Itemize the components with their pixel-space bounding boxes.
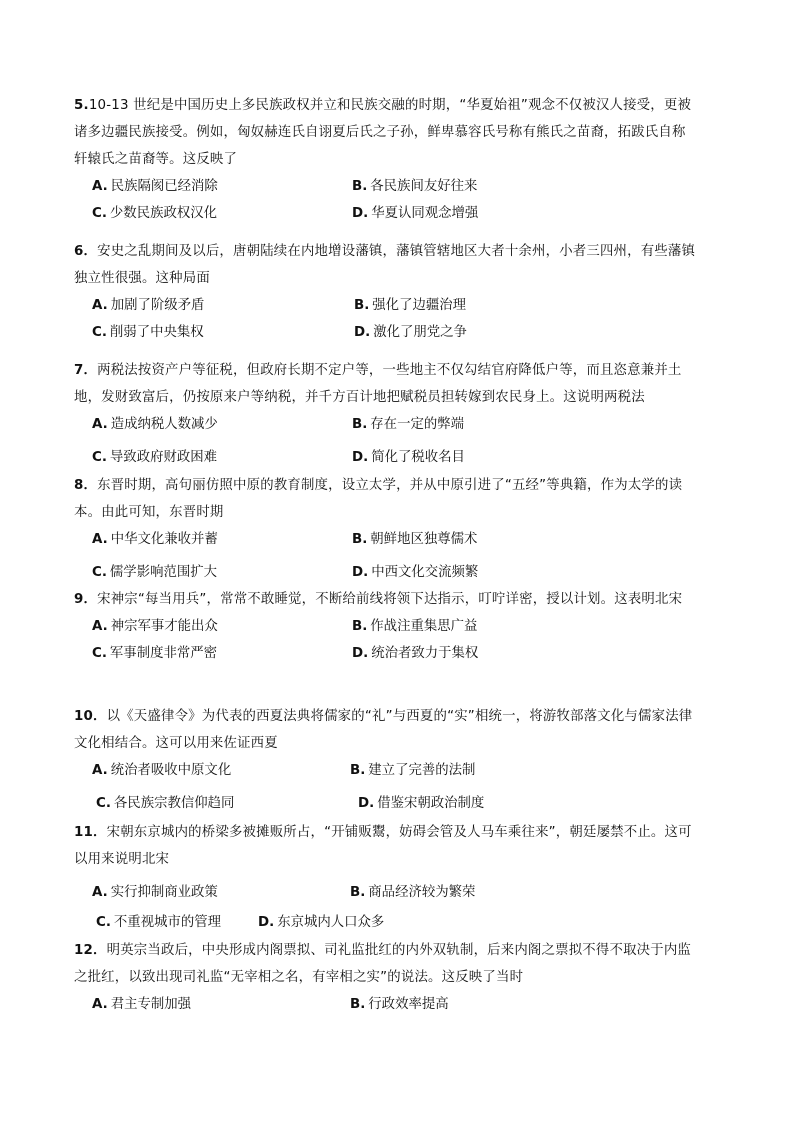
options-row — [92, 879, 698, 906]
question-text: 宋朝东京城内的桥梁多被摊贩所占，“开铺贩鬻，妨碍会管及人马车乘往来”，朝廷屡禁不止。这可以用来说明北宋 — [74, 825, 692, 867]
question-7 — [74, 357, 698, 471]
option-b[interactable]: B. 建立了完善的法制 — [350, 763, 476, 778]
options-row — [92, 991, 698, 1018]
question-stem — [74, 357, 698, 411]
options-row — [92, 640, 698, 667]
option-d[interactable]: D. 统治者致力于集权 — [352, 646, 479, 661]
question-number: 6． — [74, 244, 98, 259]
question-number: 12． — [74, 943, 107, 958]
option-d[interactable]: D. 激化了朋党之争 — [354, 325, 467, 340]
options-row — [92, 173, 698, 200]
question-12 — [74, 937, 698, 1018]
options-row — [92, 526, 698, 553]
option-a[interactable]: A. 统治者吸收中原文化 — [92, 763, 232, 778]
option-a[interactable]: A. 中华文化兼收并蓄 — [92, 532, 218, 547]
option-d[interactable]: D. 东京城内人口众多 — [258, 915, 385, 930]
question-stem — [74, 819, 698, 873]
option-d[interactable]: D. 简化了税收名目 — [352, 450, 465, 465]
options-row — [92, 613, 698, 640]
option-a[interactable]: A. 民族隔阂已经消除 — [92, 179, 218, 194]
question-11 — [74, 819, 698, 936]
question-5 — [74, 92, 698, 227]
option-b[interactable]: B. 行政效率提高 — [350, 997, 449, 1012]
options-row — [92, 790, 698, 817]
question-number: 7． — [74, 363, 98, 378]
question-8 — [74, 472, 698, 586]
option-c[interactable]: C. 各民族宗教信仰趋同 — [96, 796, 235, 811]
option-b[interactable]: B. 存在一定的弊端 — [352, 417, 465, 432]
options-row — [92, 444, 698, 471]
question-stem — [74, 937, 698, 991]
option-a[interactable]: A. 神宗军事才能出众 — [92, 619, 218, 634]
question-stem — [74, 472, 698, 526]
question-text: 10-13 世纪是中国历史上多民族政权并立和民族交融的时期，“华夏始祖”观念不仅被汉人接受，更被诸多边疆民族接受。例如，匈奴赫连氏自诩夏后氏之子孙，鲜卑慕容氏号称有熊氏之苗裔，拓跋氏自称轩辕氏之苗裔等。这反映了 — [74, 98, 692, 167]
option-c[interactable]: C. 不重视城市的管理 — [96, 915, 222, 930]
option-b[interactable]: B. 商品经济较为繁荣 — [350, 885, 476, 900]
question-number: 10． — [74, 709, 107, 724]
option-c[interactable]: C. 儒学影响范围扩大 — [92, 565, 218, 580]
option-c[interactable]: C. 军事制度非常严密 — [92, 646, 218, 661]
question-stem — [74, 703, 698, 757]
question-text: 两税法按资产户等征税，但政府长期不定户等，一些地主不仅勾结官府降低户等，而且恣意兼并土地，发财致富后，仍按原来户等纳税，并千方百计地把赋税员担转嫁到农民身上。这说明两税法 — [74, 363, 682, 405]
question-stem — [74, 586, 698, 613]
question-text: 以《天盛律令》为代表的西夏法典将儒家的“礼”与西夏的“实”相统一，将游牧部落文化与儒家法律文化相结合。这可以用来佐证西夏 — [74, 709, 693, 751]
question-text: 安史之乱期间及以后，唐朝陆续在内地增设藩镇，藩镇管辖地区大者十余州，小者三四州，有些藩镇独立性很强。这种局面 — [74, 244, 696, 286]
option-a[interactable]: A. 君主专制加强 — [92, 997, 192, 1012]
options-row — [92, 319, 698, 346]
option-c[interactable]: C. 少数民族政权汉化 — [92, 206, 218, 221]
options-row — [92, 292, 698, 319]
question-6 — [74, 238, 698, 346]
question-9 — [74, 586, 698, 667]
option-b[interactable]: B. 各民族间友好往来 — [352, 179, 478, 194]
question-stem — [74, 92, 698, 173]
question-text: 明英宗当政后，中央形成内阁票拟、司礼监批红的内外双轨制，后来内阁之票拟不得不取决于内监之批红，以致出现司礼监“无宰相之名，有宰相之实”的说法。这反映了当时 — [74, 943, 692, 985]
options-row — [92, 200, 698, 227]
question-number: 8． — [74, 478, 98, 493]
question-number: 5. — [74, 98, 89, 113]
option-c[interactable]: C. 导致政府财政困难 — [92, 450, 218, 465]
option-c[interactable]: C. 削弱了中央集权 — [92, 325, 204, 340]
question-number: 9． — [74, 592, 98, 607]
option-d[interactable]: D. 华夏认同观念增强 — [352, 206, 479, 221]
option-b[interactable]: B. 作战注重集思广益 — [352, 619, 478, 634]
option-d[interactable]: D. 借鉴宋朝政治制度 — [358, 796, 485, 811]
question-stem — [74, 238, 698, 292]
question-text: 东晋时期，高句丽仿照中原的教育制度，设立太学，并从中原引进了“五经”等典籍，作为太学的读本。由此可知，东晋时期 — [74, 478, 683, 520]
options-row — [92, 411, 698, 438]
question-text: 宋神宗“每当用兵”，常常不敢睡觉，不断给前线将领下达指示，叮咛详密，授以计划。这表明北宋 — [97, 592, 683, 607]
option-a[interactable]: A. 实行抑制商业政策 — [92, 885, 218, 900]
options-row — [92, 757, 698, 784]
options-row — [92, 909, 698, 936]
options-row — [92, 559, 698, 586]
option-a[interactable]: A. 加剧了阶级矛盾 — [92, 298, 205, 313]
option-b[interactable]: B. 朝鲜地区独尊儒术 — [352, 532, 478, 547]
question-10 — [74, 703, 698, 817]
option-a[interactable]: A. 造成纳税人数减少 — [92, 417, 218, 432]
question-number: 11． — [74, 825, 107, 840]
option-d[interactable]: D. 中西文化交流频繁 — [352, 565, 479, 580]
option-b[interactable]: B. 强化了边疆治理 — [354, 298, 467, 313]
